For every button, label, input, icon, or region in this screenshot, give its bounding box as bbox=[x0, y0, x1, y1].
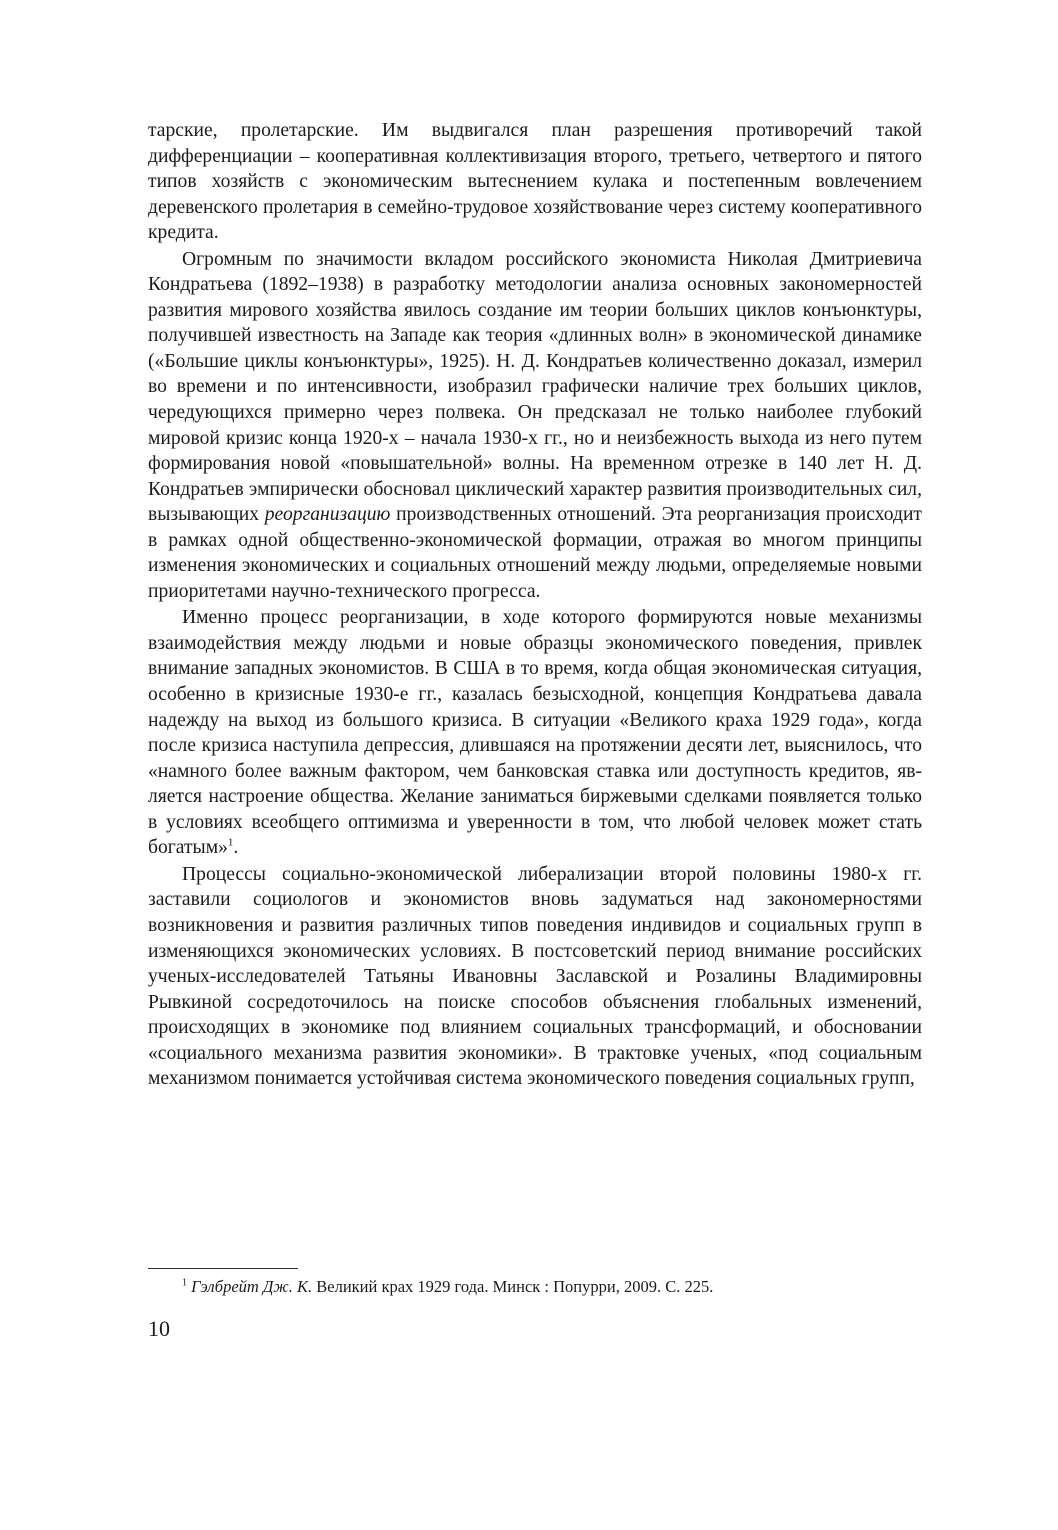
emphasis-reorganization: реорганизацию bbox=[264, 504, 391, 526]
paragraph-2 bbox=[148, 247, 922, 605]
footnote-divider bbox=[148, 1268, 298, 1269]
paragraph-2-text-after: производственных отношений. Эта реорганизация происходит в рамках одной общественно-экономической формации, отражая во многом принципы изменения экономических и социальных отношений между людьми, определяемые новыми приоритетами научно-технического прогресса. bbox=[148, 504, 922, 602]
paragraph-3-text: Именно процесс реорганизации, в ходе которого формируются новые механизмы взаимодействия между людьми и новые образцы экономического поведения, привлек внимание западных экономистов. В США в то время, когда общая экономическая ситуация, особенно в кризисные 1930-е гг., казалась безысходной, концепция Кондратьева давала надежду на выход из большого кризиса. В ситуации «Великого краха 1929 года», когда после кризиса наступила депрессия, длившаяся на протяжении десяти лет, выяснилось, что «намного более важным фактором, чем банковская ставка или доступность кредитов, является настроение общества. Желание заниматься биржевыми сделками появляется только в условиях всеобщего оптимизма и уверенности в том, что любой человек может стать богатым» bbox=[148, 607, 922, 859]
paragraph-1: тарские, пролетарские. Им выдвигался план разрешения противоречий такой дифференциации – кооперативная коллективизация второго, третьего, четвертого и пятого типов хозяйств с экономическим вытеснением кулака и постепенным вовлечением деревенского пролетария в семейно-трудовое хозяйствование через систему кооперативного кредита. bbox=[148, 120, 922, 244]
footnote-author: Гэлбрейт Дж. К. bbox=[191, 1277, 313, 1296]
footnote-number: 1 bbox=[182, 1277, 187, 1289]
page-body bbox=[148, 118, 922, 1092]
footnote-text: Великий крах 1929 года. Минск : Попурри, 2009. С. 225. bbox=[316, 1277, 714, 1296]
paragraph-2-text-before: Огромным по значимости вкладом российского экономиста Николая Дмитриевича Кондратьева (1892–1938) в разработку методологии анализа основных закономерностей развития мирового хозяйства явилось создание им теории больших циклов конъюнктуры, получившей известность на Западе как теория «длинных волн» в экономической динамике («Большие циклы конъюнктуры», 1925). Н. Д. Кондратьев количественно доказал, измерил во времени и по интенсивности, изобразил графически наличие трех больших циклов, чередующихся примерно через полвека. Он предсказал не только наиболее глубокий мировой кризис конца 1920-х – начала 1930-х гг., но и неизбежность выхода из него путем формирования новой «повышательной» волны. На временном отрезке в 140 лет Н. Д. Кондратьев эмпирически обосновал циклический характер развития производительных сил, вызывающих bbox=[148, 248, 922, 526]
footnote bbox=[182, 1276, 922, 1298]
paragraph-4: Процессы социально-экономической либерализации второй половины 1980-х гг. заставили социологов и экономистов вновь задуматься над закономерностями возникновения и развития различных типов поведения индивидов и социальных групп в изменяющихся экономических условиях. В постсоветский период внимание российских ученых-исследователей Татьяны Ивановны Заславской и Розалины Владимировны Рывкиной сосредоточилось на поиске способов объяснения глобальных изменений, происходящих в экономике под влиянием социальных трансформаций, и обосновании «социального механизма развития экономики». В трактовке ученых, «под социальным механизмом понимается устойчивая система экономического поведения социальных групп, bbox=[148, 863, 922, 1090]
paragraph-3-tail: . bbox=[233, 837, 239, 859]
paragraph-3 bbox=[148, 605, 922, 860]
page-number: 10 bbox=[148, 1316, 170, 1341]
footnote-reference[interactable]: 1 bbox=[227, 836, 234, 849]
